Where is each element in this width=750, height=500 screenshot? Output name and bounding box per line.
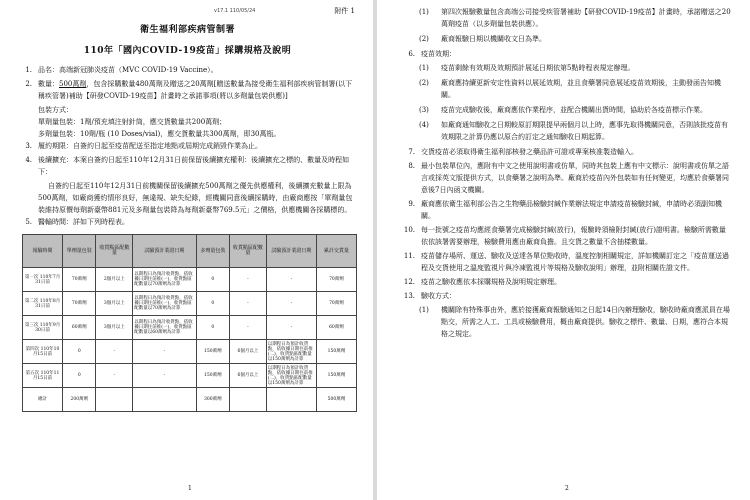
table-cell: - [230,268,267,292]
table-row [23,292,357,316]
table-row [23,364,357,388]
table-cell: - [266,292,316,316]
table-cell: 以期程日為預計收貨點，依收據日期往前推(一)，收貨點區配數量以60萬劑為計算 [133,316,196,340]
table-cell: - [133,364,196,388]
table-header: 累計交貨量 [316,235,356,268]
table-cell: 3個月以上 [96,292,133,316]
clause-5: 5. 醫輸時間：詳如下列時程表。 [25,218,129,226]
table-cell: 0 [196,268,229,292]
clause-3: 3. 履約期限：自簽約日起至疫苗配送至指定地點或屆期完成銷毀作業為止。 [25,142,262,150]
document-title: 110年「國內COVID-19疫苗」採購規格及說明 [83,46,292,56]
table-cell: - [96,364,133,388]
clause-9: 9. 廠商應依衛生福利部公告之生物藥品檢驗封緘作業辦法規定申請疫苗檢驗封緘，申請時必須副知機關。 [408,200,722,220]
table-cell: - [230,316,267,340]
table-cell: 70萬劑 [316,292,356,316]
table-cell: 60萬劑 [316,316,356,340]
table-cell: 以期程日為預計收貨點，依收據日期往前推(一)，收貨點區配數量以70萬劑為計算 [133,268,196,292]
clause-12: 12. 疫苗之驗收應依本採購規格及說明規定辦理。 [403,278,561,286]
table-cell: 150萬劑 [196,340,229,364]
table-cell: - [266,268,316,292]
table-cell: 60萬劑 [63,316,96,340]
page-number: 2 [565,485,569,492]
table-cell: 70萬劑 [316,268,356,292]
clause-1: 1. 品名：高端新冠肺炎疫苗（MVC COVID-19 Vaccine）。 [25,66,218,74]
table-cell: 0 [196,316,229,340]
clause-8: 8. 最小包裝單位內，應附有中文之使用說明書或仿單，同時其包裝上應有中文標示：說明書或仿單之語言或採英文版提供方式，以食藥署之說明為準。廠商於疫苗內外包裝如有任何變更，均應於食藥署同意後7日內函文機關。 [408,162,729,194]
table-header: 收貨點區配數量 [96,235,133,268]
table-header: 單劑量包裝 [63,235,96,268]
table-cell: 0 [63,364,96,388]
clause-4: 4. 後續擴充：本案自簽約日起至110年12月31日前保留後續擴充權利：後續擴充之標的、數量及時程如下： [25,156,350,176]
table-cell: 第二次 110年8月31日前 [23,292,63,316]
attachment-label: 附件 1 [334,7,355,15]
table-cell: 2個月以上 [96,268,133,292]
sub-clause: (3) 疫苗完成驗收後，廠商應依作業程序，並配合機關出貨時間，協助於各疫苗標示作業。 [419,106,707,114]
agency-title: 衛生福利部疾病管制署 [139,25,235,35]
packaging-multi: 多劑量包裝：10劑/瓶 (10 Doses/vial)，應交貨數量共300萬劑，即30萬瓶。 [38,130,281,138]
packaging-label: 包裝方式： [38,106,73,114]
table-total-row [23,388,357,412]
sub-clause: (1) 機關除有特殊事由外，應於接獲廠商報驗通知之日起14日內辦理驗收，驗收時廠商應派員在場點交，所需之人工、工具或檢驗費用，概由廠商提供。驗收之標件、數量、日期，應符合本規格之規定。 [419,306,730,338]
table-cell: 0 [196,292,229,316]
table-cell: 以期程日為預計收貨點，依收據日期往前推(二)，收貨點區配數量以150萬劑為計算 [266,364,316,388]
table-cell: 500萬劑 [316,388,356,412]
table-cell [230,388,267,412]
table-cell: 70萬劑 [63,292,96,316]
quantity-underline: 500萬劑 [59,80,87,88]
sub-clause: (2) 廠商應持續更新安定性資料以展延效期，並且食藥署同意展延疫苗效期後，主動發函告知機關。 [419,79,721,99]
expansion-text: 自簽約日起至110年12月31日前機關保留後續擴充500萬劑之優先供應權利，後續擴充數量上限為500萬劑，如廠商獲約情形良好，無違規、缺失紀錄，經機關同意後續採購時，由廠商應按「單劑量包裝維持原價每劑新臺幣881元及多劑量包裝降為每劑新臺幣769.5元」之價格，供應機關各採購標的。 [38,182,353,214]
table-header: 試驗預計業證日期 [133,235,196,268]
clause-2: 2. 數量：500萬劑，包含採購數量480萬劑及贈送之20萬劑[贈送數量為接受衛生福利部疾病管制署(以下稱疾管署)補助【研發COVID-19疫苗】計畫時之承諾事項(將以多劑量包裝供應)] [25,80,353,100]
delivery-schedule-table [22,234,357,412]
table-cell: 以期程日為預計收貨點，依收據日期往前推(一)，收貨點區配數量以70萬劑為計算 [133,292,196,316]
packaging-single: 單劑量包裝：1劑/預充填注射針筒，應交貨數量共200萬劑； [38,118,227,126]
table-cell: - [96,340,133,364]
clause-10: 10. 每一批號之疫苗均應經食藥署完成檢驗封緘(放行)，報驗時須檢附封緘(放行)證明書。檢驗所需數量依依該署需要辦理，檢驗費用應由廠商負擔。且交貨之數量不含抽樣數量。 [403,226,726,246]
table-cell: 第四次 110年10月15日前 [23,340,63,364]
table-header: 試驗預計業證日期 [266,235,316,268]
table-row [23,268,357,292]
version-label: v17.1 110/05/24 [214,8,256,14]
table-cell: 150萬劑 [316,340,356,364]
table-cell: 3個月以上 [96,316,133,340]
table-cell: 70萬劑 [63,268,96,292]
page-number: 1 [188,485,192,492]
table-cell: 6個月以上 [230,364,267,388]
table-cell: - [133,340,196,364]
table-row [23,340,357,364]
table-cell: 0 [63,340,96,364]
sub-clause: (4) 如廠商通知驗收之日期較原訂期限提早兩個月以上時，應事先取得機關同意，否則該批疫苗有效期限之計算仍應以原合約訂定之通知驗收日期起算。 [419,121,728,141]
table-cell: 第三次 110年9月30日前 [23,316,63,340]
clause-7: 7. 交貨疫苗必須取得衛生福利部核發之藥品許可證或專案核准製造輸入。 [408,148,638,156]
table-cell: - [266,316,316,340]
sub-clause: (1) 疫苗剩餘有效期及效期預計展延日期依第5點時程表規定辦理。 [419,64,635,72]
table-cell: 300萬劑 [196,388,229,412]
table-cell: 6個月以上 [230,340,267,364]
table-cell: 第五次 110年11月15日前 [23,364,63,388]
sub-clause: (1) 第四次報驗數量包含高端公司接受疾管署補助【研發COVID-19疫苗】計畫時，承諾贈送之20萬劑疫苗（以多劑量包裝供應）。 [419,8,731,28]
table-header: 報驗時間 [23,235,63,268]
table-header: 收貨點區配數量 [230,235,267,268]
clause-11: 11. 疫苗儲存場所、運送、驗收及送達各單位點收時，溫度控制相關規定，詳如機關訂定之「疫苗運送過程及交貨使用之溫度監視片與冷凍監視片等規格及驗收說明」辦理，並附相關佐證文件。 [403,252,729,272]
table-cell [96,388,133,412]
sub-clause: (2) 廠商報驗日期以機關收文日為準。 [419,35,546,43]
document-page-1 [0,0,373,500]
table-cell: 150萬劑 [196,364,229,388]
table-cell [266,388,316,412]
table-cell [133,388,196,412]
table-cell: - [230,292,267,316]
table-cell: 總計 [23,388,63,412]
table-cell: 第一次 110年7月31日前 [23,268,63,292]
document-page-2 [377,0,750,500]
table-header-row [23,235,357,268]
table-cell: 以期程日為預計收貨點，依收據日期往前推(二)，收貨點區配數量以150萬劑為計算 [266,340,316,364]
table-cell: 150萬劑 [316,364,356,388]
table-cell: 200萬劑 [63,388,96,412]
table-row [23,316,357,340]
clause-6: 6. 疫苗效期： [408,50,456,58]
clause-13: 13. 驗收方式： [403,292,456,300]
table-header: 多劑量包裝 [196,235,229,268]
